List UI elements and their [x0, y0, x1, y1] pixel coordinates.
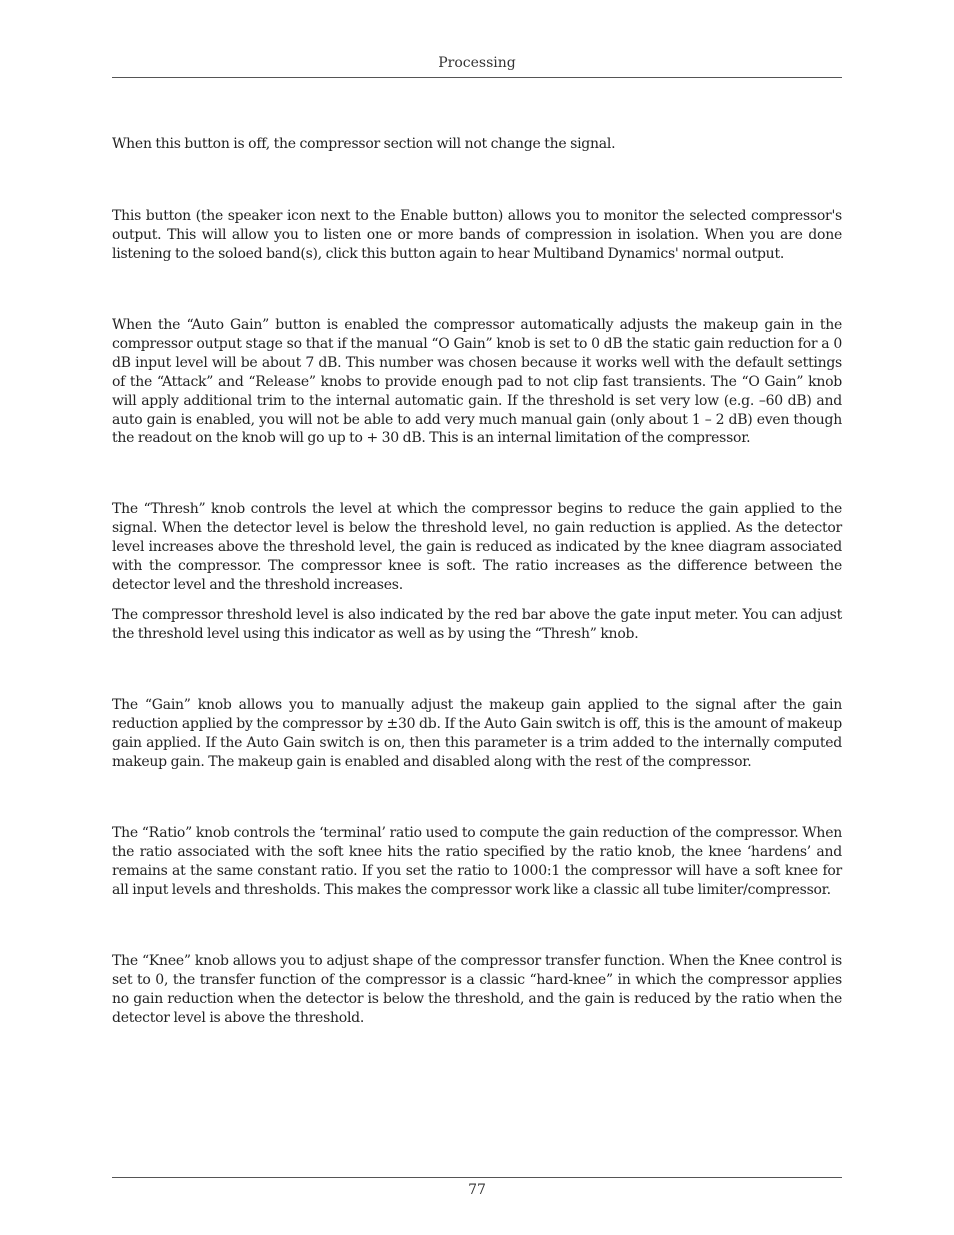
paragraph-auto-gain: When the “Auto Gain” button is enabled the compressor automatically adjusts the makeup gain in the compressor output stage so that if the manual “O Gain” knob is set to 0 dB the static gain reduction for a 0 dB input level will be about 7 dB. This number was chosen because it works well with the default settings of the “Attack” and “Release” knobs to provide enough pad to not clip fast transients. The “O Gain” knob will apply additional trim to the internal automatic gain. If the threshold is set very low (e.g. –60 dB) and auto gain is enabled, you will not be able to add very much manual gain (only about 1 – 2 dB) even though the readout on the knob will go up to + 30 dB. This is an internal limitation of the compressor. [112, 317, 842, 447]
paragraph-knee: The “Knee” knob allows you to adjust shape of the compressor transfer function. When the Knee control is set to 0, the transfer function of the compressor is a classic “hard-knee” in which the compressor applies no gain reduction when the detector is below the threshold, and the gain is reduced by the ratio when the detector level is above the threshold. [112, 953, 842, 1026]
paragraph-enable: When this button is off, the compressor section will not change the signal. [112, 136, 616, 152]
paragraph-gain: The “Gain” knob allows you to manually adjust the makeup gain applied to the signal after the gain reduction applied by the compressor by ±30 db. If the Auto Gain switch is off, this is the amount of makeup gain applied. If the Auto Gain switch is on, then this parameter is a trim added to the internally computed makeup gain. The makeup gain is enabled and disabled along with the rest of the compressor. [112, 697, 842, 770]
paragraph-ratio: The “Ratio” knob controls the ‘terminal’ ratio used to compute the gain reduction of the compressor. When the ratio associated with the soft knee hits the ratio specified by the ratio knob, the knee ‘hardens’ and remains at the same constant ratio. If you set the ratio to 1000:1 the compressor will have a soft knee for all input levels and thresholds. This makes the compressor work like a classic all tube limiter/compressor. [112, 825, 842, 898]
paragraph-thresh: The “Thresh” knob controls the level at which the compressor begins to reduce the gain applied to the signal. When the detector level is below the threshold level, no gain reduction is applied. As the detector level increases above the threshold level, the gain is reduced as indicated by the knee diagram associated with the compressor. The compressor knee is soft. The ratio increases as the difference between the detector level and the threshold increases. [112, 501, 842, 593]
paragraph-threshold-indicator: The compressor threshold level is also indicated by the red bar above the gate input meter. You can adjust the threshold level using this indicator as well as by using the “Thresh” knob. [112, 607, 842, 642]
footer-rule [112, 1177, 842, 1178]
header-rule [112, 77, 842, 78]
paragraph-solo: This button (the speaker icon next to the Enable button) allows you to monitor the selected compressor's output. This will allow you to listen one or more bands of compression in isolation. When you are done listening to the soloed band(s), click this button again to hear Multiband Dynamics' normal output. [112, 208, 842, 262]
running-header: Processing [438, 55, 516, 71]
page-number: 77 [468, 1182, 486, 1198]
